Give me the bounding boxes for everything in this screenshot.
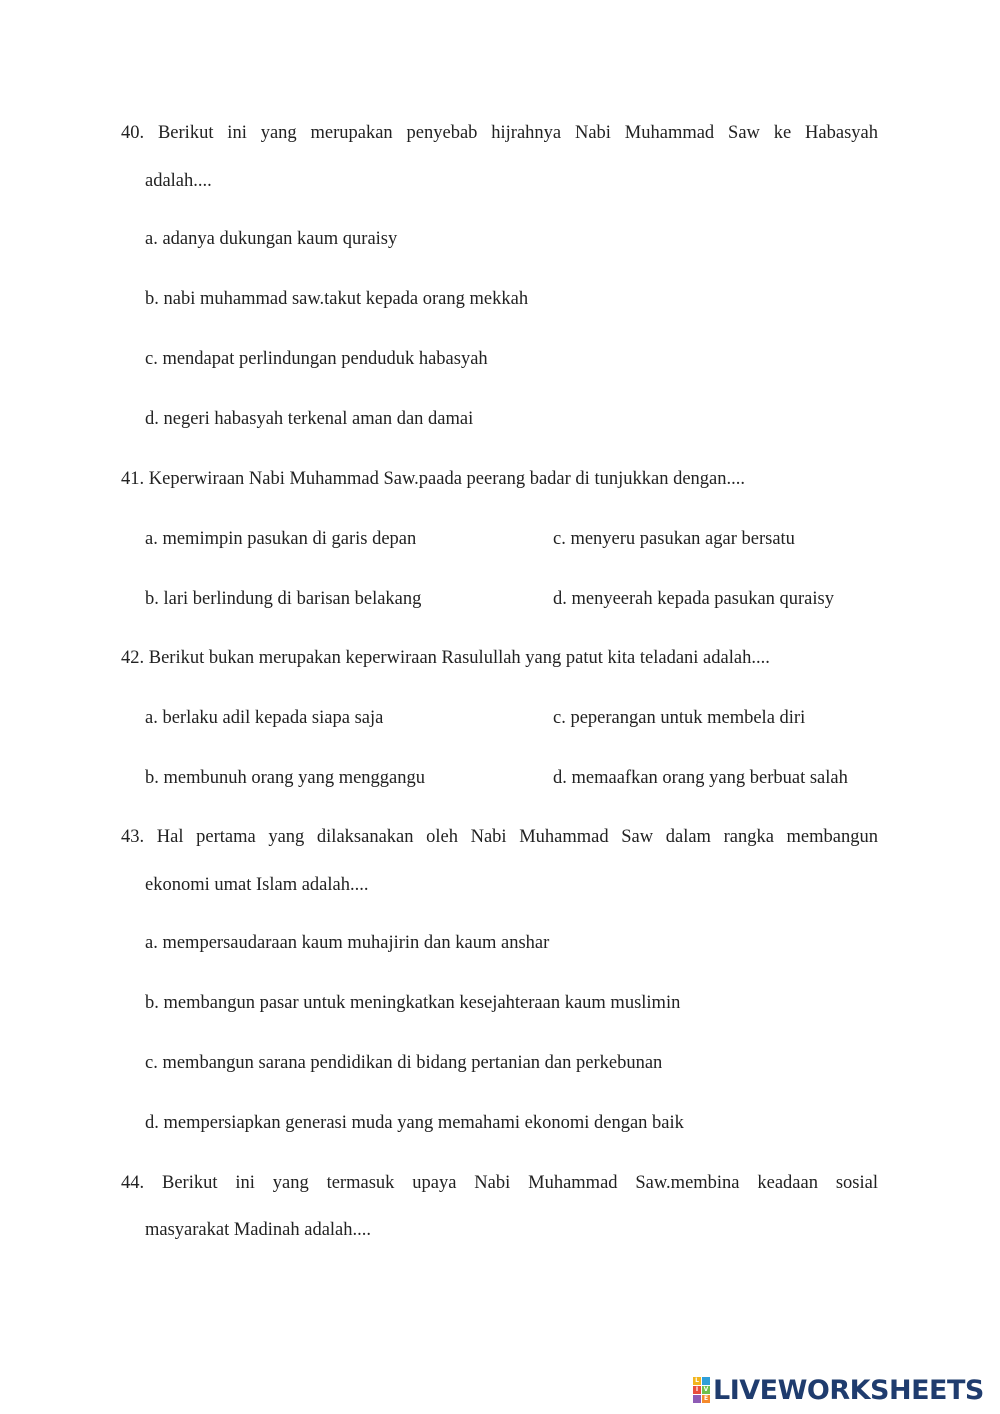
question-42-text: 42. Berikut bukan merupakan keperwiraan Rasulullah yang patut kita teladani adalah.... xyxy=(121,648,770,668)
question-43-option-b: b. membangun pasar untuk meningkatkan kesejahteraan kaum muslimin xyxy=(145,993,681,1013)
logo-tile: E xyxy=(703,1395,709,1402)
logo-tile xyxy=(702,1377,710,1385)
question-41-option-c: c. menyeru pasukan agar bersatu xyxy=(553,529,795,549)
question-43-option-a: a. mempersaudaraan kaum muhajirin dan kaum anshar xyxy=(145,933,550,953)
question-43-text: 43. Hal pertama yang dilaksanakan oleh Nabi Muhammad Saw dalam rangka membangun xyxy=(121,827,878,847)
question-40-option-b: b. nabi muhammad saw.takut kepada orang mekkah xyxy=(145,289,529,309)
question-41-option-b: b. lari berlindung di barisan belakang xyxy=(145,589,422,609)
question-40-option-d: d. negeri habasyah terkenal aman dan damai xyxy=(145,409,474,429)
question-44-text: 44. Berikut ini yang termasuk upaya Nabi Muhammad Saw.membina keadaan sosial xyxy=(121,1173,878,1193)
question-43-text-continued: ekonomi umat Islam adalah.... xyxy=(145,875,369,895)
question-40-text-continued: adalah.... xyxy=(145,171,212,191)
logo-tile: I xyxy=(693,1386,701,1394)
question-41-text: 41. Keperwiraan Nabi Muhammad Saw.paada peerang badar di tunjukkan dengan.... xyxy=(121,469,745,489)
question-42-option-d: d. memaafkan orang yang berbuat salah xyxy=(553,768,848,788)
question-40-option-c: c. mendapat perlindungan penduduk habasyah xyxy=(145,349,488,369)
question-40-text: 40. Berikut ini yang merupakan penyebab hijrahnya Nabi Muhammad Saw ke Habasyah xyxy=(121,123,878,143)
question-43-option-d: d. mempersiapkan generasi muda yang memahami ekonomi dengan baik xyxy=(145,1113,684,1133)
question-40-option-a: a. adanya dukungan kaum quraisy xyxy=(145,229,398,249)
liveworksheets-brand xyxy=(693,1376,984,1404)
question-42-option-a: a. berlaku adil kepada siapa saja xyxy=(145,708,384,728)
liveworksheets-logo-icon xyxy=(693,1377,710,1403)
logo-tile: L xyxy=(693,1377,701,1385)
question-42-option-c: c. peperangan untuk membela diri xyxy=(553,708,806,728)
question-43-option-c: c. membangun sarana pendidikan di bidang pertanian dan perkebunan xyxy=(145,1053,663,1073)
logo-tile: V xyxy=(703,1386,709,1393)
question-41-option-d: d. menyeerah kepada pasukan quraisy xyxy=(553,589,834,609)
brand-name: LIVEWORKSHEETS xyxy=(713,1374,984,1406)
question-41-option-a: a. memimpin pasukan di garis depan xyxy=(145,529,417,549)
logo-tile xyxy=(693,1395,701,1403)
question-44-text-continued: masyarakat Madinah adalah.... xyxy=(145,1220,372,1240)
question-42-option-b: b. membunuh orang yang menggangu xyxy=(145,768,426,788)
